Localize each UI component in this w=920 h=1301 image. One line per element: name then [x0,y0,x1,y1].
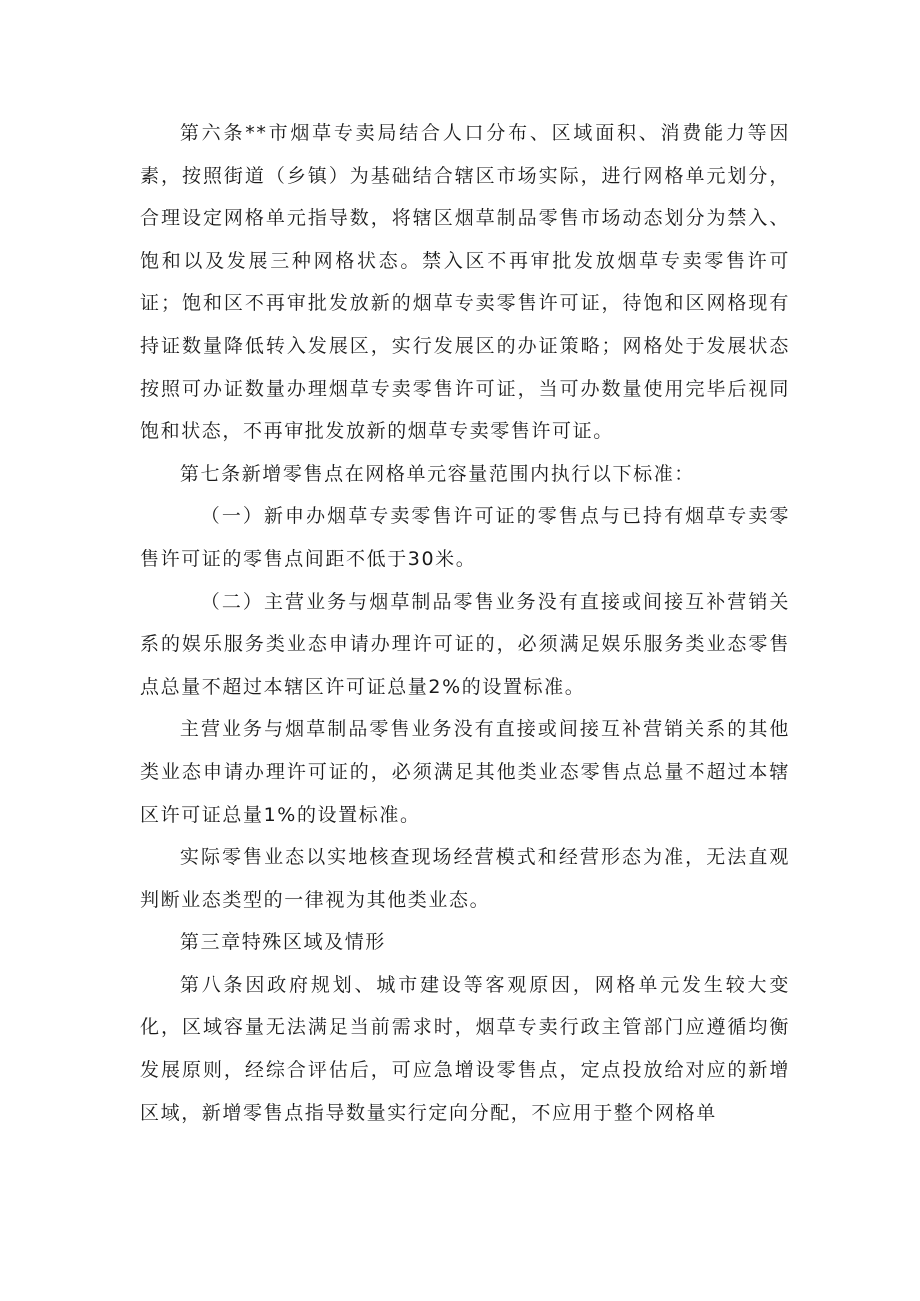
business-type-paragraph: 实际零售业态以实地核查现场经营模式和经营形态为准，无法直观判断业态类型的一律视为其他类业态。 [140,846,790,911]
article-7-item-1: （一）新申办烟草专卖零售许可证的零售点与已持有烟草专卖零售许可证的零售点间距不低于30米。 [140,505,790,570]
article-7-paragraph: 第七条新增零售点在网格单元容量范围内执行以下标准： [179,462,695,485]
other-business-paragraph: 主营业务与烟草制品零售业务没有直接或间接互补营销关系的其他类业态申请办理许可证的，必须满足其他类业态零售点总量不超过本辖区许可证总量1%的设置标准。 [140,718,790,826]
article-6-paragraph: 第六条**市烟草专卖局结合人口分布、区域面积、消费能力等因素，按照街道（乡镇）为基础结合辖区市场实际，进行网格单元划分，合理设定网格单元指导数，将辖区烟草制品零售市场动态划分为禁入、饱和以及发展三种网格状态。禁入区不再审批发放烟草专卖零售许可证；饱和区不再审批发放新的烟草专卖零售许可证，待饱和区网格现有持证数量降低转入发展区，实行发展区的办证策略；网格处于发展状态按照可办证数量办理烟草专卖零售许可证，当可办数量使用完毕后视同饱和状态，不再审批发放新的烟草专卖零售许可证。 [140,122,790,443]
document-body [140,112,790,1134]
chapter-3-heading: 第三章特殊区域及情形 [179,931,386,954]
article-8-paragraph: 第八条因政府规划、城市建设等客观原因，网格单元发生较大变化，区域容量无法满足当前需求时，烟草专卖行政主管部门应遵循均衡发展原则，经综合评估后，可应急增设零售点，定点投放给对应的新增区域，新增零售点指导数量实行定向分配，不应用于整个网格单 [140,973,790,1124]
article-7-item-2: （二）主营业务与烟草制品零售业务没有直接或间接互补营销关系的娱乐服务类业态申请办理许可证的，必须满足娱乐服务类业态零售点总量不超过本辖区许可证总量2%的设置标准。 [140,590,790,698]
